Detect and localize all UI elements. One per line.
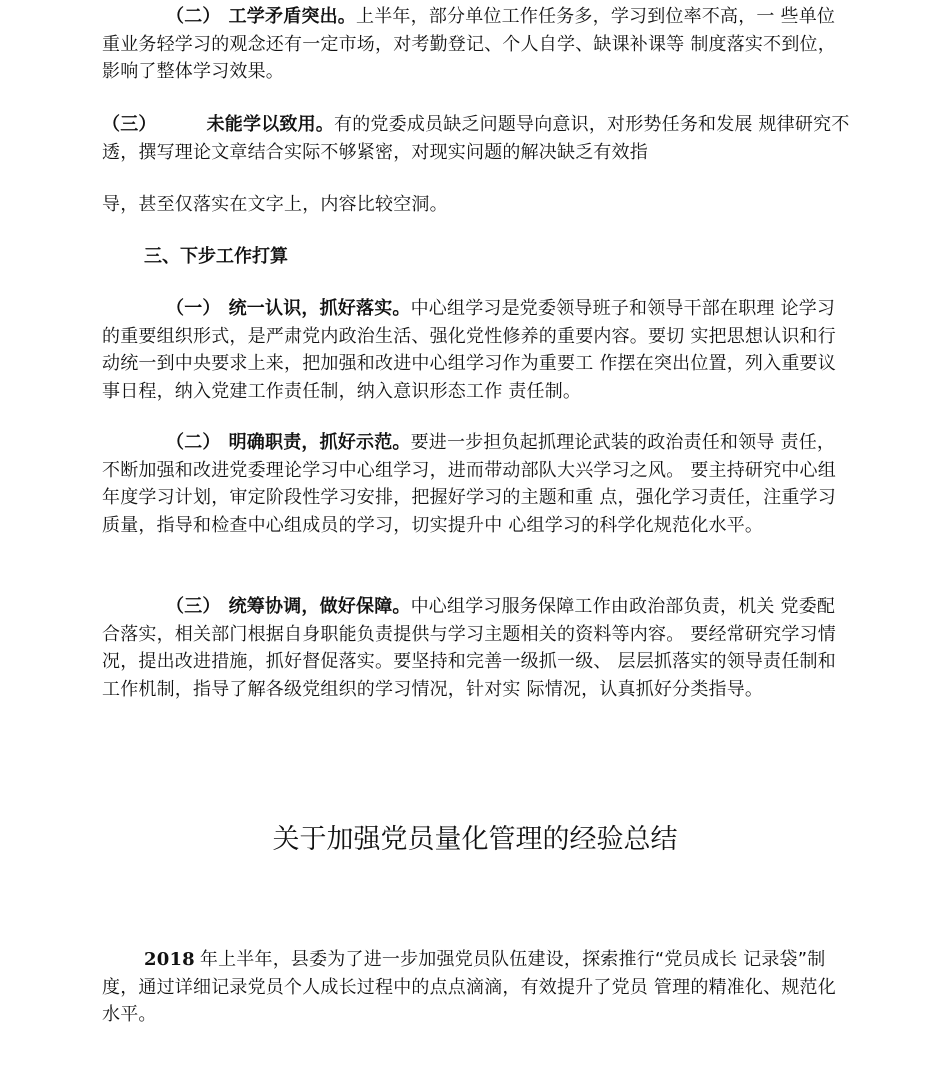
paragraph-marker: （三） xyxy=(102,114,157,135)
paragraph-clarify-duties xyxy=(102,429,852,539)
paragraph-not-applied xyxy=(102,111,852,166)
paragraph-marker: （二） xyxy=(166,6,221,27)
paragraph-bold-lead: 未能学以致用。 xyxy=(206,114,335,135)
paragraph-marker: （二） xyxy=(166,432,221,453)
paragraph-marker: （三） xyxy=(166,596,221,617)
paragraph-body: 中心组学习服务保障工作由政治部负责，机关 党委配合落实，相关部门根据自身职能负责提供与学习主题相关的资料等内容。 要经常研究学习情况，提出改进措施，抓好督促落实。要坚持和完善一级抓一级、 层层抓落实的领导责任制和工作机制，指导了解各级党组织的学习情况，针对实 际情况，认真抓好分类指导。 xyxy=(102,596,836,700)
intro-year: 2018 xyxy=(144,949,195,970)
paragraph-unify-understanding xyxy=(102,295,852,405)
paragraph-work-study-conflict xyxy=(102,3,852,86)
paragraph-intro-second-doc xyxy=(102,946,852,1029)
paragraph-bold-lead: 明确职责，抓好示范。 xyxy=(228,432,411,453)
paragraph-body: 要进一步担负起抓理论武装的政治责任和领导 责任，不断加强和改进党委理论学习中心组学习，进而带动部队大兴学习之风。 要主持研究中心组年度学习计划，审定阶段性学习安排，把握好学习的主题和重 点，强化学习责任，注重学习质量，指导和检查中心组成员的学习，切实提升中 心组学习的科学化规范化水平。 xyxy=(102,432,836,536)
paragraph-bold-lead: 统一认识，抓好落实。 xyxy=(228,298,411,319)
paragraph-marker: （一） xyxy=(166,298,221,319)
paragraph-body: 上半年，部分单位工作任务多，学习到位率不高，一 些单位重业务轻学习的观念还有一定市场，对考勤登记、个人自学、缺课补课等 制度落实不到位，影响了整体学习效果。 xyxy=(102,6,836,82)
paragraph-coordinate-support xyxy=(102,593,852,703)
document-title: 关于加强党员量化管理的经验总结 xyxy=(272,824,678,855)
paragraph-not-applied-continued: 导，甚至仅落实在文字上，内容比较空洞。 xyxy=(102,194,448,215)
paragraph-body: 中心组学习是党委领导班子和领导干部在职理 论学习的重要组织形式，是严肃党内政治生活、强化党性修养的重要内容。要切 实把思想认识和行动统一到中央要求上来，把加强和改进中心组学习作为重要工 作摆在突出位置，列入重要议事日程，纳入党建工作责任制，纳入意识形态工作 责任制。 xyxy=(102,298,836,402)
paragraph-body: 年上半年，县委为了进一步加强党员队伍建设，探索推行“党员成长 记录袋”制度，通过详细记录党员个人成长过程中的点点滴滴，有效提升了党员 管理的精准化、规范化水平。 xyxy=(102,949,836,1025)
paragraph-bold-lead: 统筹协调，做好保障。 xyxy=(228,596,411,617)
paragraph-bold-lead: 工学矛盾突出。 xyxy=(228,6,357,27)
section-heading-next-steps: 三、下步工作打算 xyxy=(144,246,288,267)
paragraph-body: 有的党委成员缺乏问题导向意识，对形势任务和发展 规律研究不透，撰写理论文章结合实际不够紧密，对现实问题的解决缺乏有效指 xyxy=(102,114,850,163)
document-page xyxy=(102,0,852,1088)
